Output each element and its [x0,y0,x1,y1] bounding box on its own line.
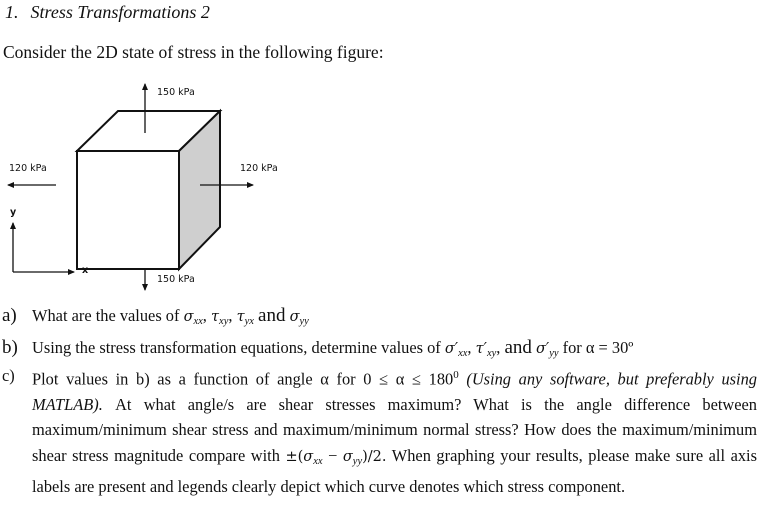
question-c-part1: Plot values in b) as a function of angle α for 0 ≤ α ≤ 180 [32,369,454,389]
question-a-text: What are the values of [32,306,180,325]
sigma-symbol: σ [342,448,353,465]
x-axis-label: x [82,265,89,276]
intro-text: Consider the 2D state of stress in the following figure: [3,42,384,62]
subscript: xx [193,316,203,327]
subscript: yy [299,316,309,327]
question-c-part3: When graphing your results, please make sure all axis labels are present and legends clearly depict which curve denotes which stress component. [32,445,757,497]
cube-front-face [77,151,179,269]
question-b-text: Using the stress transformation equations, determine values of [32,338,441,357]
expr-close: )/2. [362,448,387,465]
right-stress-label: 120 kPa [240,163,278,174]
question-c-body [32,363,757,500]
expr-open: ±( [285,448,304,465]
subscript: yy [549,348,559,359]
problem-title: Stress Transformations 2 [30,2,210,22]
question-b-marker: b) [2,337,18,358]
sigma-symbol: σ [303,448,314,465]
subscript: xx [313,455,323,467]
subscript: yx [244,316,254,327]
sigma-symbol: σ [183,309,194,325]
question-b-tail: for α = 30º [562,338,634,357]
left-stress-label: 120 kPa [9,163,47,174]
sigma-prime-symbol: σ′ [536,341,550,357]
and-word: and [504,337,532,358]
and-word: and [258,305,286,326]
minus-sign: − [322,445,343,465]
question-c-italic: (Using any software, but preferably using MATLAB). [32,369,757,414]
tau-symbol: τ [211,309,220,325]
sigma-symbol: σ [289,309,300,325]
question-c-part2: At what angle/s are shear stresses maximum? What is the angle difference between maximum/minimum shear stress and maximum/minimum normal stress? How does the maximum/minimum shear stress magnitude compare with [32,394,757,465]
bottom-stress-label: 150 kPa [157,274,195,285]
sigma-prime-symbol: σ′ [444,341,459,357]
subscript: xx [458,348,468,359]
subscript: xy [219,316,229,327]
subscript: xy [486,348,497,359]
top-stress-label: 150 kPa [157,87,195,98]
problem-number: 1. [5,2,19,22]
question-c-marker: c) [2,366,15,385]
y-axis-label: y [10,207,17,218]
degree-superscript: 0 [453,369,459,381]
question-a-marker: a) [2,305,17,326]
tau-symbol: τ [236,309,245,325]
subscript: yy [352,455,363,467]
tau-prime-symbol: τ′ [475,341,487,357]
